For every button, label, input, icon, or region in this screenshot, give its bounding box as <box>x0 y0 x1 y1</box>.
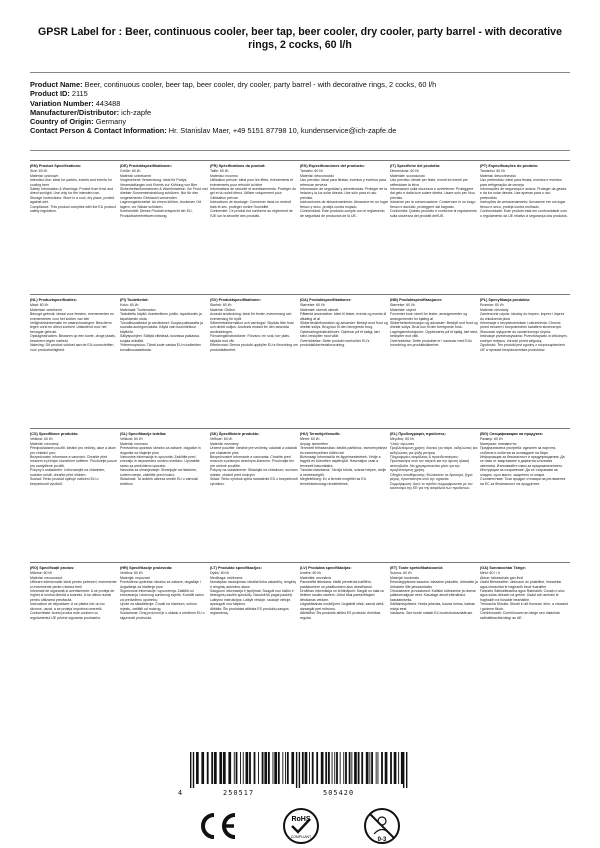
spec-heading: (NL) Productspecificaties: <box>30 298 78 302</box>
spec-text: Størrelse: 60 l/h Materiale: ukendt ukendt Påtænkt anvendelse: ideel til fester, events og events til afkøling af øl Sikkerhedsinformation og advarsler: Beskyt mod frost og direkte sollys. Brug kun til den beregnede brug. Opbevaringsinstruktioner: Opbevar på et køligt, tørt sted, beskytter mod vådt. Overholdelse: Dette produkt overholder EU's produktsikkerhedsforordning. <box>300 303 388 348</box>
barcode-bar <box>361 752 363 784</box>
spec-block <box>30 161 120 294</box>
meta-value: 443488 <box>95 98 121 108</box>
barcode-bar <box>287 752 289 784</box>
barcode-bar <box>336 752 338 784</box>
barcode-bar <box>219 752 222 784</box>
spec-heading: (EN) Product Specifications: <box>30 164 82 168</box>
barcode-bar <box>234 752 235 784</box>
spec-grid <box>30 160 570 696</box>
spec-heading: (FR) Spécifications du produit: <box>210 164 266 168</box>
spec-block <box>300 429 390 562</box>
spec-heading: (CS) Specifikace produktu: <box>30 432 79 436</box>
barcode-bar <box>299 752 300 788</box>
barcode-bar <box>321 752 324 784</box>
meta-label: Variation Number: <box>30 98 94 108</box>
spec-text: Größe: 60 l/h Material: unbekannt Vorgesehene Verwendung: ideal für Partys, Veranstaltungen und Events zur Kühlung von Bier Sicherheitsinformationen & Warnhinweise: Vor Frost und direkter Sonneneinstrahlung schützen. Nur für den vorgesehenen Gebrauch verwenden. Lagerungshinweise: An einem kühlen, trockenen Ort lagern, vor Nässe schützen. Konformität: Dieses Produkt entspricht der EU-Produktsicherheitsverordnung. <box>120 169 208 218</box>
spec-heading: (EL) Προδιαγραφές προϊόντος: <box>390 432 446 436</box>
spec-heading: (LT) Produkto specifikacijos: <box>210 566 262 570</box>
ean-barcode <box>178 752 418 800</box>
barcode-bar <box>366 752 369 784</box>
spec-heading: (LV) Produkta specifikācijas: <box>300 566 352 570</box>
barcode-bar <box>328 752 330 784</box>
meta-value: Germany <box>95 117 127 127</box>
spec-block <box>210 161 300 294</box>
spec-text: Taille: 60 l/h Matériau: inconnu Utilisation prévue: idéal pour les fêtes, événements et événements pour refroidir la bière Informations de sécurité et avertissements: Protéger du gel et du soleil direct. Utiliser uniquement pour l'utilisation prévue. Instructions de stockage: Conserver dans un endroit frais et sec, protéger contre l'humidité. Conformité: Ce produit est conforme au règlement de l'UE sur la sécurité des produits. <box>210 169 296 218</box>
barcode-bar <box>201 752 204 784</box>
spec-text: Méret: 60 l/h Anyag: ismeretlen Tervezett felhasználás: ideális partikhoz, eseményekhez és eseményekhez hűtési sör Biztonsági információk és figyelmeztetések: Védje a fagytól és közvetlen napfénytől. Használjon csak a tervezett használatra. Tárolási utasítások: Tárolja hűvös, száraz helyen, védje a nedvességtől. Megfelelőség: Ez a termék megfelel az EU termékbiztonsági rendeletének. <box>300 437 388 486</box>
barcode-bar <box>369 752 370 784</box>
barcode-bar <box>240 752 241 784</box>
spec-block <box>120 295 210 428</box>
meta-label: Product Name: <box>30 80 83 89</box>
spec-heading: (HR) Specifikacije proizvoda: <box>120 566 173 570</box>
barcode-bar <box>406 752 407 788</box>
barcode-bar <box>196 752 199 784</box>
barcode-bar <box>349 752 351 784</box>
spec-text: Veľkosť: 60 l/h Materiál: neznámy Určené použitie: ideálne pre večierky, udalosti a udalosti pre chladenie piva Bezpečnostné informácie a varovania: Chráňte pred mrazom a priamym slnečným žiarením. Používajte len pre určené použitie. Pokyny na uskladnenie: Skladujte na chladnom, suchom mieste, chrániť pred mokrým. Súlad: Tento výrobok spĺňa nariadenie EÚ o bezpečnosti výrobkov. <box>210 437 298 486</box>
spec-heading: (SV) Produktspecifikationer: <box>210 298 262 302</box>
barcode-bar <box>243 752 244 784</box>
meta-row <box>30 117 575 126</box>
barcode-bar <box>376 752 377 784</box>
spec-block <box>300 295 390 428</box>
rohs-text: RoHS <box>291 816 311 823</box>
barcode-bar <box>334 752 335 784</box>
not-for-children-0-3-icon <box>363 807 401 845</box>
meta-row <box>30 89 575 98</box>
spec-heading: (PT) Especificações do produto: <box>480 164 539 168</box>
barcode-bar <box>385 752 388 784</box>
meta-divider <box>30 150 570 151</box>
spec-heading: (BG) Спецификации на продукта: <box>480 432 543 436</box>
barcode-bar <box>249 752 251 784</box>
meta-label: Contact Person & Contact Information: <box>30 126 167 136</box>
spec-row <box>30 294 570 428</box>
barcode-bar <box>351 752 352 784</box>
spec-text: Maat: 60 l/h Materiaal: onbekend Beoogd gebruik: ideaal voor feesten, evenementen en evenementen voor het koelen van bier Veiligheidsinformatie en waarschuwingen: Bescherm tegen vorst en direct zonlicht. Uitsluitend voor het beoogde gebruik. Opslaginstructies: Bewaren op een koele, droge plaats, bescherm tegen natheid. Naleving: Dit product voldoet aan de EU-voorschriften voor productveiligheid. <box>30 303 116 352</box>
meta-value: 2115 <box>71 89 88 99</box>
barcode-bar <box>246 752 249 784</box>
spec-row <box>30 160 570 294</box>
barcode-bar <box>207 752 209 784</box>
barcode-digit-prefix: 4 <box>178 789 184 797</box>
meta-row <box>30 126 575 135</box>
spec-block <box>30 563 120 696</box>
barcode-bar <box>390 752 392 784</box>
spec-heading: (NB) Produktspesifikasjoner: <box>390 298 443 302</box>
meta-value: ich-zapfe <box>121 107 152 117</box>
ce-mark-icon <box>197 811 239 841</box>
barcode-bar <box>296 752 297 788</box>
barcode-bar <box>309 752 310 784</box>
meta-row <box>30 80 575 89</box>
spec-block <box>210 295 300 428</box>
barcode-bar <box>264 752 267 784</box>
barcode-bar <box>378 752 379 784</box>
spec-block <box>210 429 300 562</box>
spec-heading: (ET) Toote spetsifikatsioonid: <box>390 566 444 570</box>
page-title: GPSR Label for : Beer, continuous cooler, beer tap, beer cooler, dry cooler, party barrel - with decorative rings, 2 cocks, 60 l/h <box>38 26 562 51</box>
rohs-sub-text: COMPLIANT <box>290 835 312 839</box>
barcode-bar <box>223 752 226 784</box>
barcode-bar <box>398 752 399 784</box>
barcode-bar <box>371 752 373 784</box>
barcode-bar <box>228 752 231 784</box>
barcode-bar <box>381 752 383 784</box>
spec-block <box>120 563 210 696</box>
product-meta <box>30 80 575 136</box>
spec-row <box>30 562 570 696</box>
meta-row <box>30 99 575 108</box>
spec-heading: (FI) Tuotetiedot: <box>120 298 149 302</box>
barcode-bar <box>236 752 238 784</box>
spec-text: Размер: 60 l/h Материал: неизвестно Предназначена употреба: идеален за партита, събития и събития за охлаждане на бира Информация за безопасност и предупреждения: Да се пази от замръзване и директна слънчева светлина. Използвайте само за предназначението. Инструкции за съхранение: Да се съхранява на хладно, сухо място, защитено от мокри. Съответствие: Този продукт отговаря на регламента на ЕС за безопасност на продуктите. <box>480 437 566 486</box>
barcode-bar <box>343 752 344 784</box>
spec-block <box>480 295 570 428</box>
meta-value: Hr. Stanislav Maer, +49 5151 87798 10, kundenservice@ich-zapfe.de <box>168 126 397 136</box>
spec-block <box>480 429 570 562</box>
spec-heading: (IT) Specifiche del prodotto: <box>390 164 441 168</box>
spec-text: Veličina: 60 l/h Materijal: nepoznat Predviđena upotreba: idealno za zabave, događaje i događanja za hlađenje piva Sigurnosne informacije i upozorenja: Zaštititi od smrzavanja i izravnog sunčevog svjetla. Koristiti samo za predviđenu upotrebu. Upute za skladištenje: Čuvati na hladnom, suhom mjestu, zaštititi od mokrog. Sukladnost: Ovaj proizvod je u skladu s uredbom EU o sigurnosti proizvoda. <box>120 571 205 620</box>
barcode-bar <box>403 752 404 788</box>
meta-label: Manufacturer/Distributor: <box>30 107 120 117</box>
spec-text: Storlek: 60 l/h Material: Okänd Avsedd användning: ideal för fester, evenemang och evenemang för kylöl Säkerhetsinformation och varningar: Skydda från frost och direkt solljus. Används endast för den avsedda användningen. Förvaringsinstruktioner: Förvara i en sval, torr plats, skydda mot våt. Efterlevnad: Denna produkt uppfyller EU:s förordning om produktsäkerhet. <box>210 303 298 352</box>
spec-text: Rozmiar: 60 l/h Materiał: nieznany Zamierzone użycie: idealny do imprez, imprez i imprez do chłodzenia piwa Informacje o bezpieczeństwie i ostrzeżenia: Chronić przed mrozem i bezpośrednim światłem słonecznym. Stosować wyłącznie do zamierzonego użycia. Instrukcje przechowywania: Przechowywać w chłodnym, suchym miejscu, chronić przed wilgocią. Zgodność: Ten produkt jest zgodny z rozporządzeniem UE w sprawie bezpieczeństwa produktów. <box>480 303 568 352</box>
top-divider <box>30 72 570 73</box>
barcode-bar <box>291 752 294 784</box>
spec-text: Méid: 60 l / h Ábhar: taiseachais gan fhuil Úsáid Bheartaithe: oiriúnach do pháirtithe, imeachtaí agus imeachtaí le haghaidh beoir fuaraithe Faisnéis Sábháilteachta agus Rabhaidh: Cosain ó sioc agus solas díreach na gréine. Úsáid ach amháin le haghaidh na húsáide beartaithe. Treoracha Stórála: Stóráil in áit fionnuar, tirim, a chosaint i gcoinne fliuch. Comhlíonadh: Comhlíonann an táirge seo rialachán sábháilteachta táirgí an AE. <box>480 571 568 620</box>
spec-block <box>390 161 480 294</box>
spec-block <box>480 563 570 696</box>
spec-text: Tamanho: 60 l/h Material: desconhecido Uso pretendido: ideal para festas, eventos e eventos para refrigeração de cerveja Informações de segurança e avisos: Proteger da geada e da luz solar directa. Use apenas para o uso pretendido. Instruções de armazenamento: Armazene em um lugar fresco e seco, proteja contra molhado. Conformidade: Este produto está em conformidade com o regulamento da UE relativo à segurança dos produtos. <box>480 169 568 218</box>
spec-block <box>210 563 300 696</box>
barcode-bar <box>345 752 347 784</box>
meta-label: Country of Origin: <box>30 117 94 127</box>
spec-text: Izmērs: 60 l/h Materiāls: nezināms Paredzētā lietošana: ideāli piemērots ballītēm, pasākumiem un pasākumiem alus dzesēšanai Drošības informācija un brīdinājumi: Sargāt no sala un tiešiem saules stariem. Lietot tikai paredzētajam lietošanas veidam. Uzglabāšanas norādījumi: Uzglabāt vēsā, sausā vietā, aizsargāt pret mitrumu. Atbilstība: Šis produkts atbilst ES produktu drošības regulai. <box>300 571 385 620</box>
barcode-bar <box>258 752 259 784</box>
spec-block <box>120 161 210 294</box>
barcode-bar <box>302 752 304 784</box>
barcode-bar <box>325 752 327 784</box>
barcode-bar <box>254 752 256 784</box>
spec-heading: (RO) Specificații produs: <box>30 566 75 570</box>
spec-text: Størrelse: 60 l/h Materiale: ukjent Forventet bruk: ideell for fester, arrangementer og arrangementer for kjøling øl Sikkerhetsinformasjon og advarsler: Beskytt mot frost og direkte sollys. Bruk kun til den beregnede bruk. Lagringsinstruksjoner: Oppbevares på et kjølig, tørt sted, beskytter mot vått. Overholdelse: Dette produktet er i samsvar med EUs forordning om produktsikkerhet. <box>390 303 478 348</box>
spec-text: Velikost: 60 l/h Materiál: neznámý Předpokládané použití: ideální pro večírky, akce a akce pro chladící pivo Bezpečnostní informace a varování: Chraňte před mrazem a přímým slunečním světlem. Používejte pouze pro zamýšlené použití. Pokyny k uskladnění: Uchovávejte na chladném, suchém místě, chraňte před vlhkem. Soulad: Tento produkt splňuje nařízení EU o bezpečnosti výrobků. <box>30 437 117 486</box>
barcode-bar <box>354 752 357 784</box>
spec-block <box>480 161 570 294</box>
meta-row <box>30 108 575 117</box>
barcode-bar <box>268 752 270 784</box>
spec-heading: (DA) Produktspecifikationer: <box>300 298 352 302</box>
age-text: 0-3 <box>377 837 387 843</box>
spec-text: Dimensione: 60 l/h Materiale: sconosciuto Uso previsto: ideale per feste, eventi ed eventi per raffreddare la birra Informazioni sulla sicurezza e avvertenze: Proteggere dal gelo e dalla luce solare diretta. Usare solo per l'uso previsto. Istruzioni per la conservazione: Conservare in un luogo fresco e asciutto, proteggere dal bagnato. Conformità: Questo prodotto è conforme al regolamento sulla sicurezza dei prodotti dell'UE. <box>390 169 477 218</box>
spec-heading: (DE) Produktspezifikationen: <box>120 164 172 168</box>
barcode-bar <box>332 752 333 784</box>
spec-text: Μέγεθος: 60 l/h Υλικό: άγνωστο Προβλεπόμενη χρήση: ιδανικό για πάρτι, εκδηλώσεις και εκδηλώσεις για ψύξη μπύρας Πληροφορίες ασφάλειας & προειδοποιήσεις: Προστατέψτε από τον παγετό και την άμεση ηλιακή ακτινοβολία. Να χρησιμοποιείται μόνο για την προβλεπόμενη χρήση. Οδηγίες αποθήκευσης: Φυλάσσετε σε δροσερό, ξηρό μέρος, προστατέψτε από την υγρασία. Συμμόρφωση: Αυτό το προϊόν συμμορφώνεται με τον κανονισμό της ΕΕ για την ασφάλεια των προϊόντων. <box>390 437 478 491</box>
spec-block <box>30 429 120 562</box>
barcode-bar <box>285 752 286 784</box>
spec-block <box>390 429 480 562</box>
barcode-bar <box>312 752 314 784</box>
spec-block <box>300 161 390 294</box>
spec-heading: (SL) Specifikacije izdelka: <box>120 432 167 436</box>
spec-block <box>390 563 480 696</box>
rohs-compliant-icon <box>282 807 320 845</box>
spec-text: Size: 60 l/h Material: unknown Intended Use: ideal for parties, events and events for cooling beer Safety Information & Warnings: Protect from frost and direct sunlight. Use only for the intended use. Storage Instructions: Store in a cool, dry place, protect against wet. Compliance: This product complies with the EU product safety regulation. <box>30 169 116 214</box>
barcode-bar <box>211 752 213 784</box>
spec-row <box>30 428 570 562</box>
spec-block <box>30 295 120 428</box>
barcode-bar <box>305 752 308 784</box>
barcode-digits-right: 505420 <box>323 789 355 797</box>
meta-value: Beer, continuous cooler, beer tap, beer cooler, dry cooler, party barrel - with decorative rings, 2 cocks, 60 l/h <box>84 80 437 89</box>
barcode-bar <box>358 752 360 784</box>
barcode-bar <box>340 752 341 784</box>
barcode-bar <box>278 752 280 784</box>
spec-block <box>390 295 480 428</box>
barcode-bar <box>316 752 318 784</box>
spec-text: Suurus: 60 l/h Materjal: tundmatu Eesmärgipärane kasutus: ideaalne pidudele, üritustele ja üritustele õlle jahutamiseks Ohutusteave ja hoiatused: Kaitske külmumise ja otsese päikesevalguse eest. Kasutage ainult ettenähtud kasutamiseks. Säilitamisjuhised: Hoida jahedas, kuivas kohas, kaitsta märja eest. Vastavus: See toode vastab ELi tooteohutusmääruse. <box>390 571 478 616</box>
spec-text: Velikost: 60 l/h Material: neznano Predvidena uporaba: idealno za zabave, dogodke in dogodke za hlajenje piva Varnostne informacije in opozorila: Zaščitite pred zmrzaljo in neposredno sončno svetlobo. Uporabite samo za predvideno uporabo. Navodila za shranjevanje: Shranjujte na hladnem, suhem mestu, zaščitite pred mokro. Skladnost: Ta izdelek ustreza uredbi EU o varnosti izdelkov. <box>120 437 201 486</box>
barcode-digits-left: 250517 <box>223 789 255 797</box>
spec-block <box>300 563 390 696</box>
spec-heading: (HU) Termékjellemzők: <box>300 432 341 436</box>
barcode-bars <box>188 752 408 788</box>
spec-text: Dydis: 60 l/h Medžiaga: nežinoma Numatytas naudojimas: idealiai tinka vakarėlių, renginių ir renginių aušinimo alaus Saugumo informacija ir įspėjimai: Saugoti nuo šalčio ir tiesioginių saulės spindulių. Naudoti tik pagal paskirtį. Laikymo instrukcijos: Laikyti vėsioje, sausoje vietoje, apsaugoti nuo šlapimo. Atitiktis: Šis produktas atitinka ES produktų saugos reglamentą. <box>210 571 297 616</box>
spec-block <box>120 429 210 562</box>
barcode-bar <box>214 752 217 784</box>
barcode-bar <box>394 752 397 784</box>
spec-text: Mărime: 60 l/h Material: necunoscut Utilizare intenționată: ideal pentru petreceri, evenimente și evenimente pentru răcirea berii Informații de siguranță și avertismente: A se proteja de îngheț și lumina directă a soarelui. A se utiliza numai pentru utilizarea prevăzută. Instrucțiuni de depozitare: A se păstra într-un loc răcoros, uscat, a se proteja împotriva umezelii. Conformitate: Acest produs este conform cu regulamentul UE privind siguranța produselor. <box>30 571 117 620</box>
barcode-bar <box>190 752 191 788</box>
barcode-bar <box>282 752 283 784</box>
barcode-bar <box>273 752 274 784</box>
spec-heading: (ES) Especificaciones del producto: <box>300 164 365 168</box>
spec-heading: (PL) Specyfikacja produktu: <box>480 298 531 302</box>
spec-text: Tamaño: 60 l/h Material: desconocido Uso previsto: ideal para fiestas, eventos y eventos para refrescar cerveza Información de seguridad y advertencias: Proteger de la helada y la luz solar directa. Use sólo para el uso previsto. Instrucciones de almacenamiento: Almacene en un lugar fresco y seco, proteja contra mojado. Conformidad: Este producto cumple con el reglamento de seguridad de productos de la UE. <box>300 169 388 218</box>
spec-heading: (SK) Špecifikácie produktu: <box>210 432 260 436</box>
barcode-bar <box>274 752 277 784</box>
spec-heading: (GA) Sonraíochtaí Táirge: <box>480 566 526 570</box>
barcode-bar <box>262 752 264 784</box>
barcode-bar <box>193 752 194 788</box>
spec-text: Koko: 60 l/h Materiaali: Tuntematon Tarkoitettu käyttö: ihanteellinen juhliin, tapahtumiin ja tapahtumiin oluta Turvallisuustiedot ja varoitukset: Suojaa pakkaselta ja suoralta auringonvalolta. Käytä vain tuunnitelluun käyttöön. Säilytysohjeet: Säilytä viileässä, kuivassa paikassa, suojaa märältä. Yhteensopivuus: Tämä tuote vastaa EU:n tuotteiden turvallisuusasetusta. <box>120 303 203 352</box>
meta-label: Product ID: <box>30 89 70 99</box>
